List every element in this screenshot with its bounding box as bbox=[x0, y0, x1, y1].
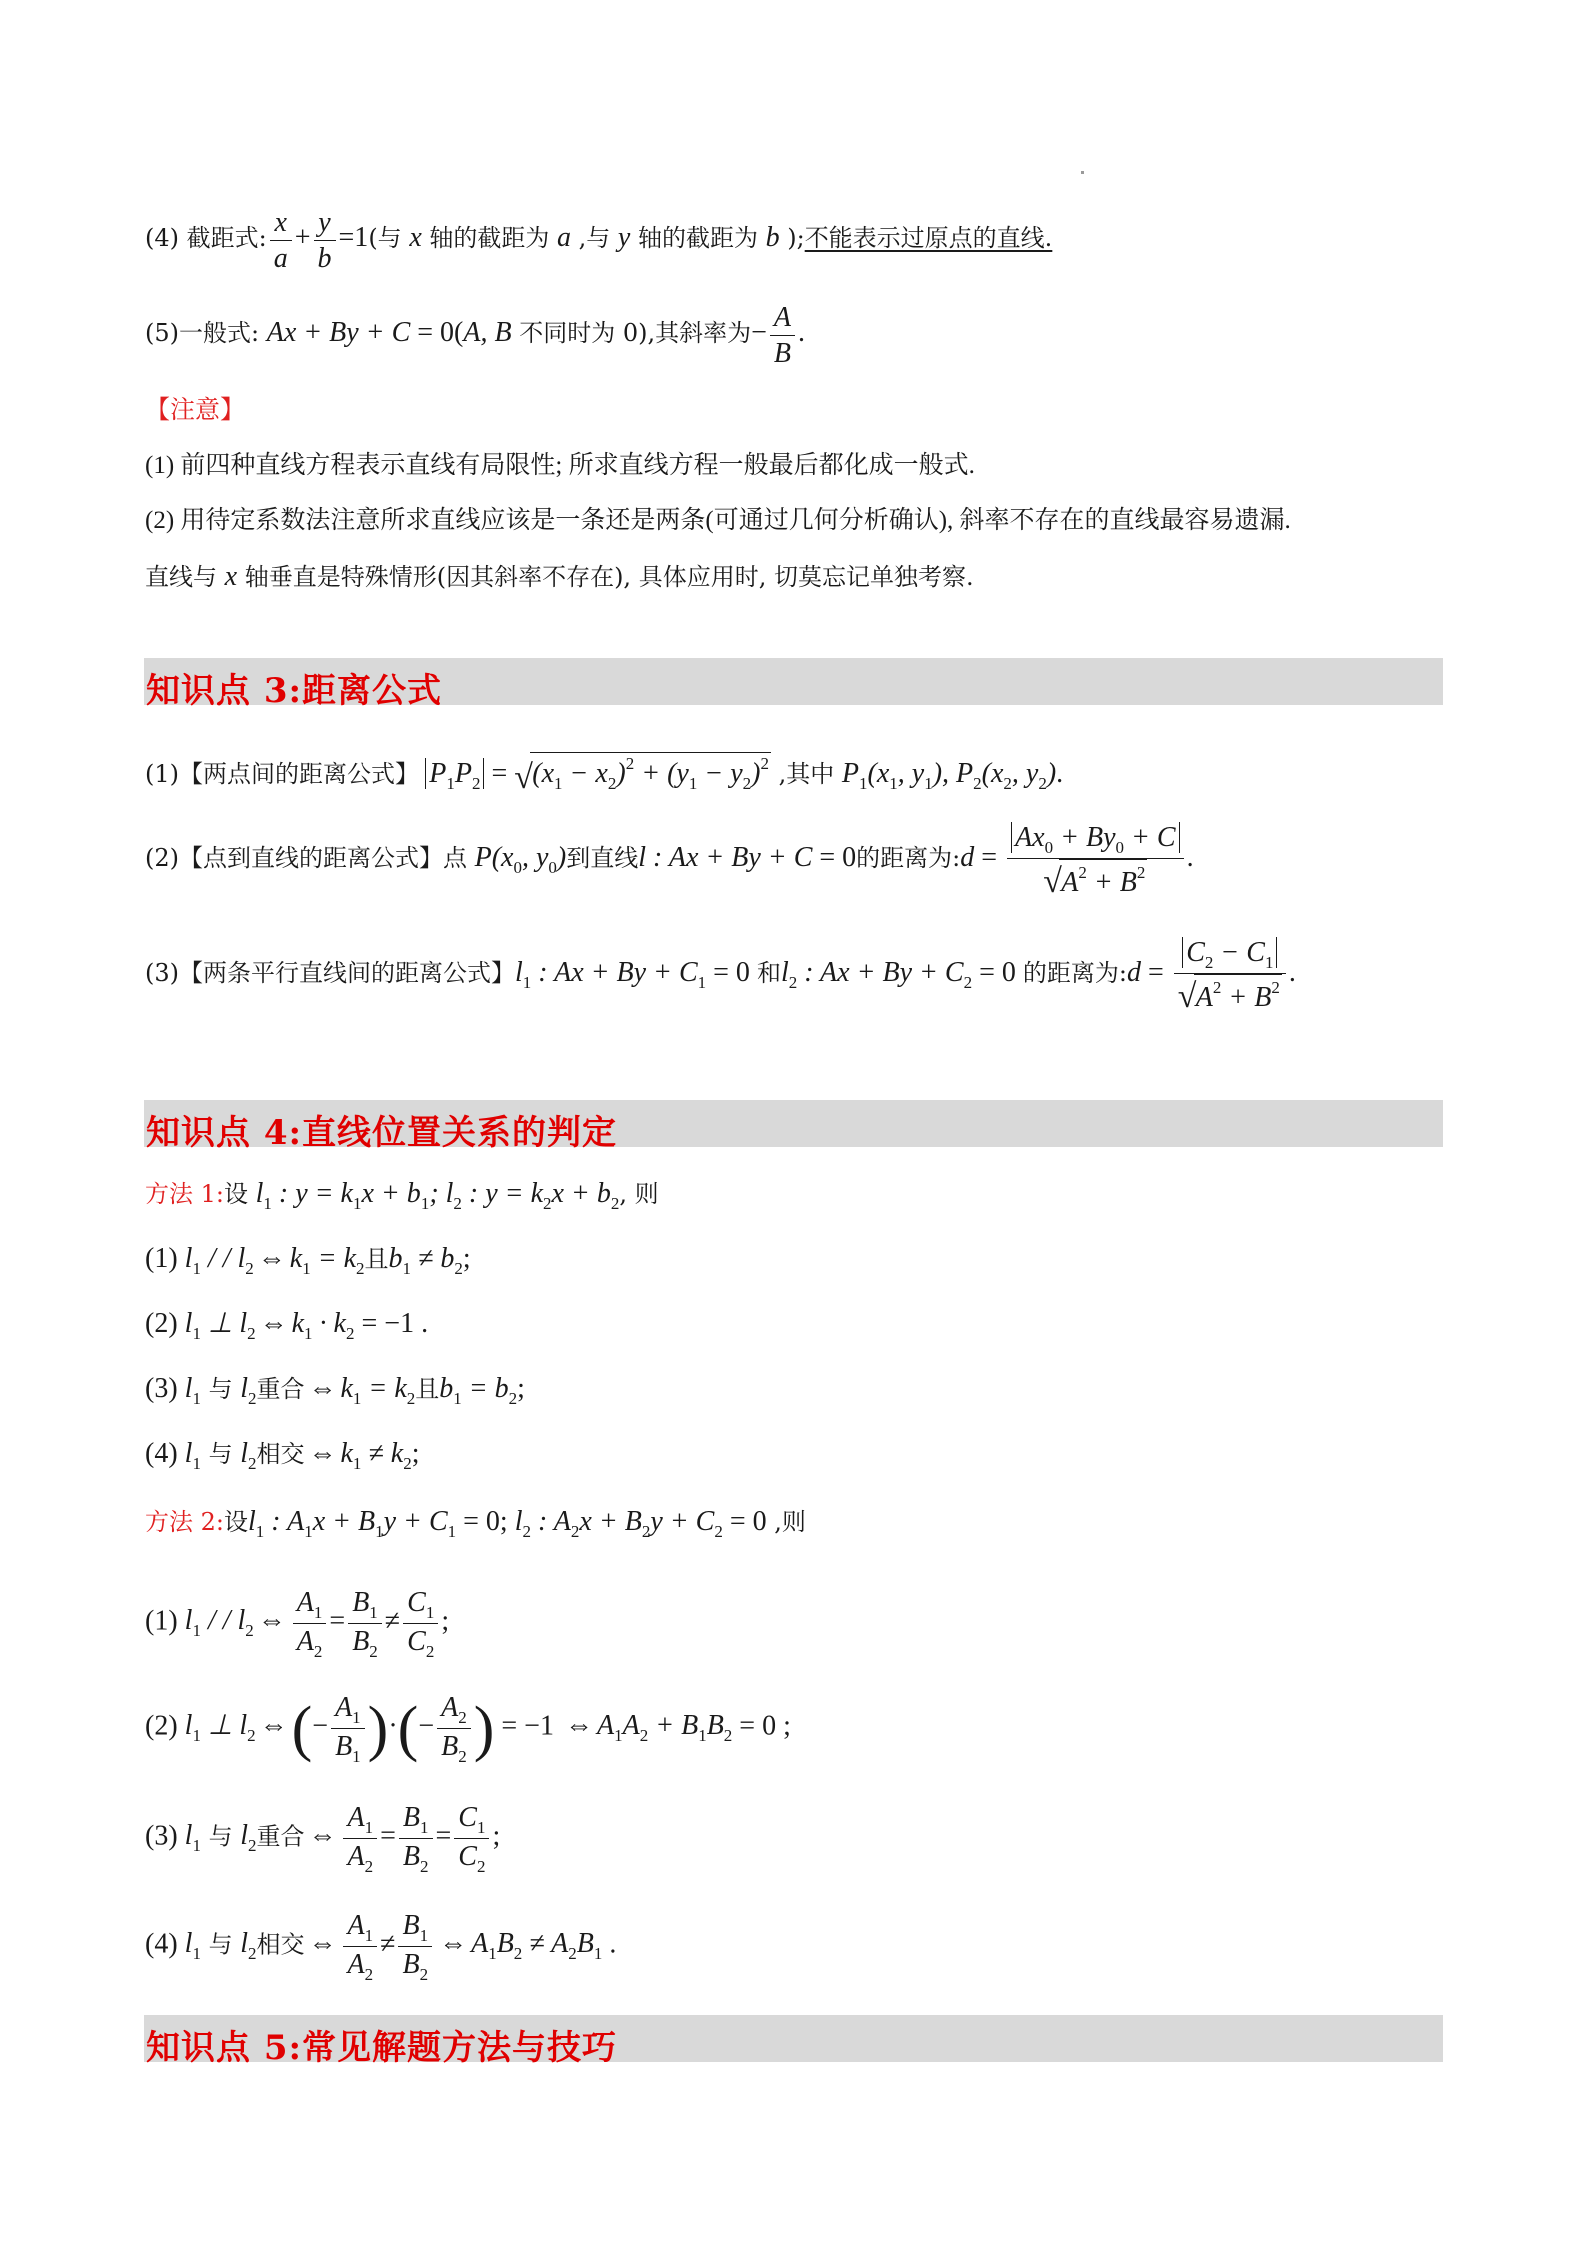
method-2-item-2: (2) $l_1$ ⊥ $l_2$ ⇔(− $\frac{A_1}{B_1}$ )·(− $\frac{A_2}{B_2}$ ) = −1 ⇔ $A_1A_2 + B_1B_2 = 0$ ; bbox=[145, 1692, 791, 1767]
method-1-item-2: (2) $l_1$ ⊥ $l_2$ ⇔ $k_1 \cdot k_2 = -1$ . bbox=[145, 1308, 429, 1343]
method-2-label: 方法 2: bbox=[145, 1508, 224, 1536]
method-1-line: 方法 1:设 $l_1$ : $y = k_1x + b_1$; $l_2$ : $y = k_2x + b_2$, 则 bbox=[145, 1178, 659, 1213]
method-1-item-3: (3) $l_1$ 与 $l_2$重合 ⇔ $k_1 = k_2$且$b_1 = b_2$; bbox=[145, 1373, 525, 1408]
fraction-y-over-b: $\frac{y}{b}$ bbox=[314, 205, 336, 276]
section-3-heading-bar bbox=[144, 658, 1443, 711]
section-4-heading-bar bbox=[144, 1100, 1443, 1153]
section-5-heading: 知识点 5:常见解题方法与技巧 bbox=[146, 2028, 618, 2068]
method-1-item-4: (4) $l_1$ 与 $l_2$相交 ⇔ $k_1 \ne k_2$; bbox=[145, 1438, 420, 1473]
sqrt-symbol: √ $(x_1 - x_2)^2 + (y_1 - y_2)^2$ bbox=[514, 752, 771, 792]
general-equation: Ax + By + C bbox=[266, 317, 411, 349]
slope-fraction: $\frac{A}{B}$ bbox=[770, 300, 795, 371]
note-title: 【注意】 bbox=[145, 397, 246, 424]
two-point-distance-line: (1)【两点间的距离公式】 $P_1P_2$ = √ $(x_1 - x_2)^2 + (y_1 - y_2)^2$ ,其中 $P_1(x_1$, $y_1$), $P_2(x_2$, $y_2$). bbox=[145, 752, 1063, 792]
section-3-heading: 知识点 3:距离公式 bbox=[146, 671, 443, 711]
parallel-distance-fraction: $C_2 - C_1$ √ $A^2 + B^2$ bbox=[1174, 935, 1286, 1015]
corner-mark bbox=[1081, 171, 1084, 174]
intercept-form-line: (4) 截距式: $\frac{x}{a}$ + $\frac{y}{b}$ =1(与 x 轴的截距为 a ,与 y 轴的截距为 b );不能表示过原点的直线. bbox=[145, 207, 1053, 274]
method-2-line: 方法 2:设$l_1$ : $A_1x + B_1y + C_1 = 0$; $l_2$ : $A_2x + B_2y + C_2 = 0$ ,则 bbox=[145, 1506, 806, 1541]
note-item-2: (2) 用待定系数法注意所求直线应该是一条还是两条(可通过几何分析确认), 斜率不存在的直线最容易遗漏. bbox=[145, 507, 1291, 534]
section-4-heading: 知识点 4:直线位置关系的判定 bbox=[146, 1113, 618, 1153]
method-1-label: 方法 1: bbox=[145, 1180, 224, 1208]
method-2-item-1: (1) $l_1$ / / $l_2$ ⇔ $\frac{A_1}{A_2}$ = $\frac{B_1}{B_2}$ ≠ $\frac{C_1}{C_2}$ ; bbox=[145, 1587, 450, 1662]
fraction-x-over-a: $\frac{x}{a}$ bbox=[270, 205, 292, 276]
section-5-heading-bar bbox=[144, 2015, 1443, 2068]
method-2-item-3: (3) $l_1$ 与 $l_2$重合 ⇔ $\frac{A_1}{A_2}$ = $\frac{B_1}{B_2}$ = $\frac{C_1}{C_2}$ ; bbox=[145, 1802, 501, 1877]
note-item-1: (1) 前四种直线方程表示直线有局限性; 所求直线方程一般最后都化成一般式. bbox=[145, 452, 975, 479]
parallel-lines-distance-line: (3)【两条平行直线间的距离公式】$l_1$ : $Ax + By + C_1 = 0$ 和$l_2$ : $Ax + By + C_2 = 0$ 的距离为:d = $C_2 - C_1$ √ $A^2 + B^2$ . bbox=[145, 935, 1296, 1015]
method-1-item-1: (1) $l_1$ / / $l_2$ ⇔ $k_1 = k_2$且$b_1 \ne b_2$; bbox=[145, 1243, 471, 1278]
point-line-distance-fraction: $Ax_0 + By_0 + C$ √ $A^2 + B^2$ bbox=[1007, 820, 1184, 900]
method-2-item-4: (4) $l_1$ 与 $l_2$相交 ⇔ $\frac{A_1}{A_2}$ ≠ $\frac{B_1}{B_2}$ ⇔ $A_1B_2 \ne A_2B_1$ . bbox=[145, 1910, 617, 1985]
underlined-note: 不能表示过原点的直线. bbox=[804, 224, 1053, 253]
intercept-form-label: (4) 截距式: bbox=[145, 224, 267, 253]
point-line-distance-line: (2)【点到直线的距离公式】点 $P(x_0$, $y_0$)到直线l : Ax + By + C = 0的距离为:d = $Ax_0 + By_0 + C$ √ $A^2 + B^2$ . bbox=[145, 820, 1194, 900]
note-item-3: 直线与 x 轴垂直是特殊情形(因其斜率不存在), 具体应用时, 切莫忘记单独考察. bbox=[145, 561, 974, 592]
general-form-line: (5)一般式: Ax + By + C = 0(A, B 不同时为 0),其斜率为− $\frac{A}{B}$ . bbox=[145, 302, 806, 369]
